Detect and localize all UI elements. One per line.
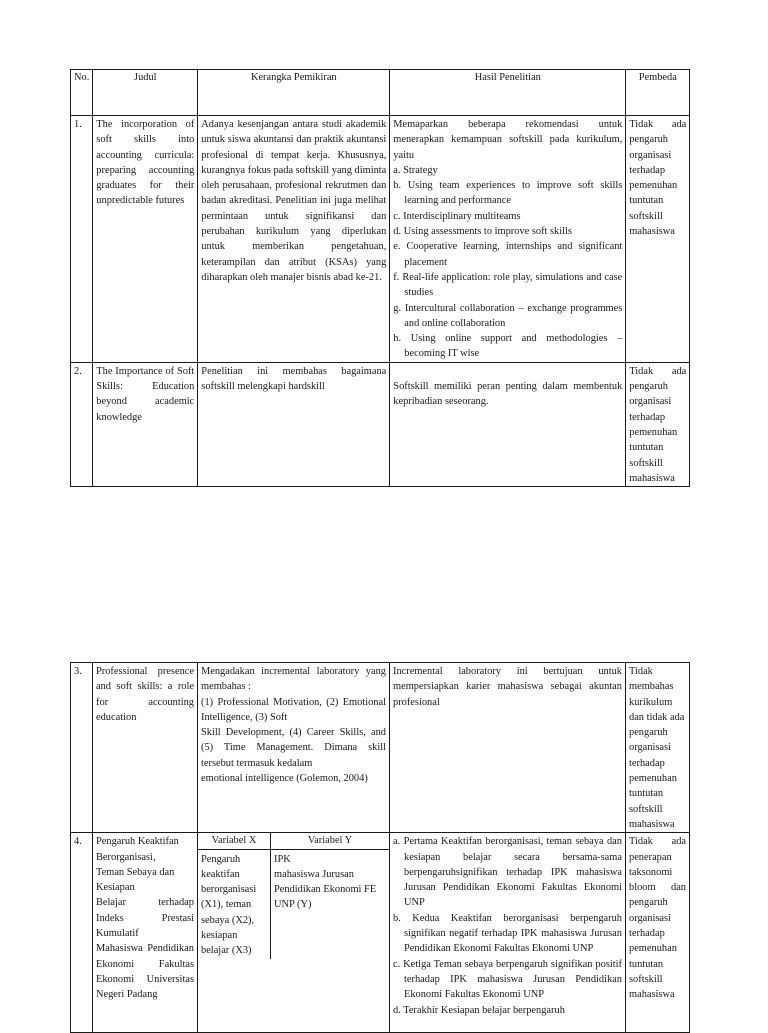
hasil-item: c. Ketiga Teman sebaya berpengaruh signifikan positif terhadap IPK mahasiswa Jurusan Pendidikan Ekonomi Fakultas Ekonomi UNP [393,958,622,1001]
variable-header [198,833,389,849]
kerangka-line: Skill Development, (4) Career Skills, and (5) Time Management. Dimana skill tersebut termasuk kedalam [201,727,386,769]
hasil-item: b. Kedua Keaktifan berorganisasi berpengaruh signifikan negatif terhadap IPK mahasiswa Jurusan Pendidikan Ekonomi Fakultas Ekonomi UNP [393,912,622,955]
hasil-item: d. Terakhir Kesiapan belajar berpengaruh [393,1004,565,1016]
row-kerangka [198,663,390,833]
row-judul [93,833,198,1033]
literature-table-2 [70,662,690,1033]
variable-x-label: Variabel X [198,833,271,848]
row-hasil [390,362,626,486]
header-kerangka: Kerangka Pemikiran [198,70,390,116]
row-hasil: Incremental laboratory ini bertujuan untuk mempersiapkan karier mahasiswa sebagai akuntan profesional [390,663,626,833]
row-pembeda: Tidak ada pengaruh organisasi terhadap pemenuhan tuntutan softskill mahasiswa [626,362,690,486]
row-number: 1. [71,116,93,363]
row-kerangka [198,833,390,1033]
judul-line: Mahasiswa Pendidikan Ekonomi Fakultas Ekonomi Universitas Negeri Padang [96,943,194,1001]
table-row [71,362,690,486]
header-no: No. [71,70,93,116]
header-pembeda: Pembeda [626,70,690,116]
hasil-item: d. Using assessments to improve soft skills [393,226,572,238]
judul-line: Pengaruh Keaktifan Berorganisasi, [96,836,179,863]
hasil-item: g. Intercultural collaboration – exchange programmes and online collaboration [393,302,623,329]
header-hasil: Hasil Penelitian [390,70,626,116]
row-pembeda: Tidak membahas kurikulum dan tidak ada pengaruh organisasi terhadap pemenuhan tuntutan softskill mahasiswa [626,663,690,833]
row-hasil [390,116,626,363]
kerangka-line: emotional intelligence (Golemon, 2004) [201,773,368,785]
table-row [71,663,690,833]
row-kerangka: Penelitian ini membahas bagaimana softskill melengkapi hardskill [198,362,390,486]
table-header-row [71,70,690,116]
hasil-item: c. Interdisciplinary multiteams [393,210,521,222]
row-kerangka: Adanya kesenjangan antara studi akademik untuk siswa akuntansi dan praktik akuntansi profesional di tempat kerja. Khususnya, kurangnya fokus pada softskill yang diminta oleh perusahaan, profesional rekrutmen dan badan akreditasi. Penelitian ini juga melihat permintaan untuk signifikansi dan perubahan kurikulum yang diperlukan untuk memberikan pengetahuan, keterampilan dan atribut (KSAs) yang diharapkan oleh manajer bisnis abad ke-21. [198,116,390,363]
hasil-intro: Memaparkan beberapa rekomendasi untuk menerapkan kemampuan softskill pada kurikulum, yaitu [393,119,623,161]
hasil-item: a. Pertama Keaktifan berorganisasi, teman sebaya dan kesiapan belajar secara bersama-sama berpengaruhsignifikan terhadap IPK mahasiswa Jurusan Pendidikan Ekonomi Fakultas Ekonomi UNP [393,836,622,909]
variable-y-label: Variabel Y [307,835,353,847]
hasil-item: f. Real-life application: role play, simulations and case studies [393,271,623,299]
variable-y-line: IPK [274,853,291,865]
row-judul: The incorporation of soft skills into accounting curricula: preparing accounting graduates for their unpredictable futures [93,116,198,363]
variable-y-value [271,850,389,959]
judul-line: Teman Sebaya dan Kesiapan [96,866,175,894]
kerangka-line: (1) Professional Motivation, (2) Emotional Intelligence, (3) Soft [201,696,386,723]
row-number: 3. [71,663,93,833]
hasil-item: h. Using online support and methodologies – becoming IT wise [393,333,623,360]
table-row [71,833,690,1033]
literature-table-1 [70,69,690,487]
variable-y-line: mahasiswa Jurusan Pendidikan Ekonomi FE UNP (Y) [274,868,377,911]
row-judul: Professional presence and soft skills: a role for accounting education [93,663,198,833]
kerangka-intro: Mengadakan incremental laboratory yang membahas : [201,666,386,693]
row-pembeda: Tidak ada penerapan taksonomi bloom dan pengaruh organisasi terhadap pemenuhan tuntutan softskill mahasiswa [626,833,690,1033]
hasil-item: a. Strategy [393,164,438,176]
hasil-item: b. Using team experiences to improve soft skills learning and performance [393,180,623,207]
variable-x-value: Pengaruh keaktifan berorganisasi (X1), teman sebaya (X2), kesiapan belajar (X3) [198,850,271,959]
row-pembeda: Tidak ada pengaruh organisasi terhadap pemenuhan tuntutan softskill mahasiswa [626,116,690,363]
row-hasil [390,833,626,1033]
variable-table [198,833,389,958]
hasil-item: e. Cooperative learning, internships and significant placement [393,241,623,268]
hasil-intro: Softskill memiliki peran penting dalam membentuk kepribadian seseorang. [393,380,623,408]
row-judul: The Importance of Soft Skills: Education beyond academic knowledge [93,362,198,486]
table-row [71,116,690,363]
row-number: 2. [71,362,93,486]
variable-body [198,850,389,959]
header-judul: Judul [93,70,198,116]
row-number: 4. [71,833,93,1033]
judul-line: Belajar terhadap Indeks Prestasi Kumulatif [96,897,194,940]
